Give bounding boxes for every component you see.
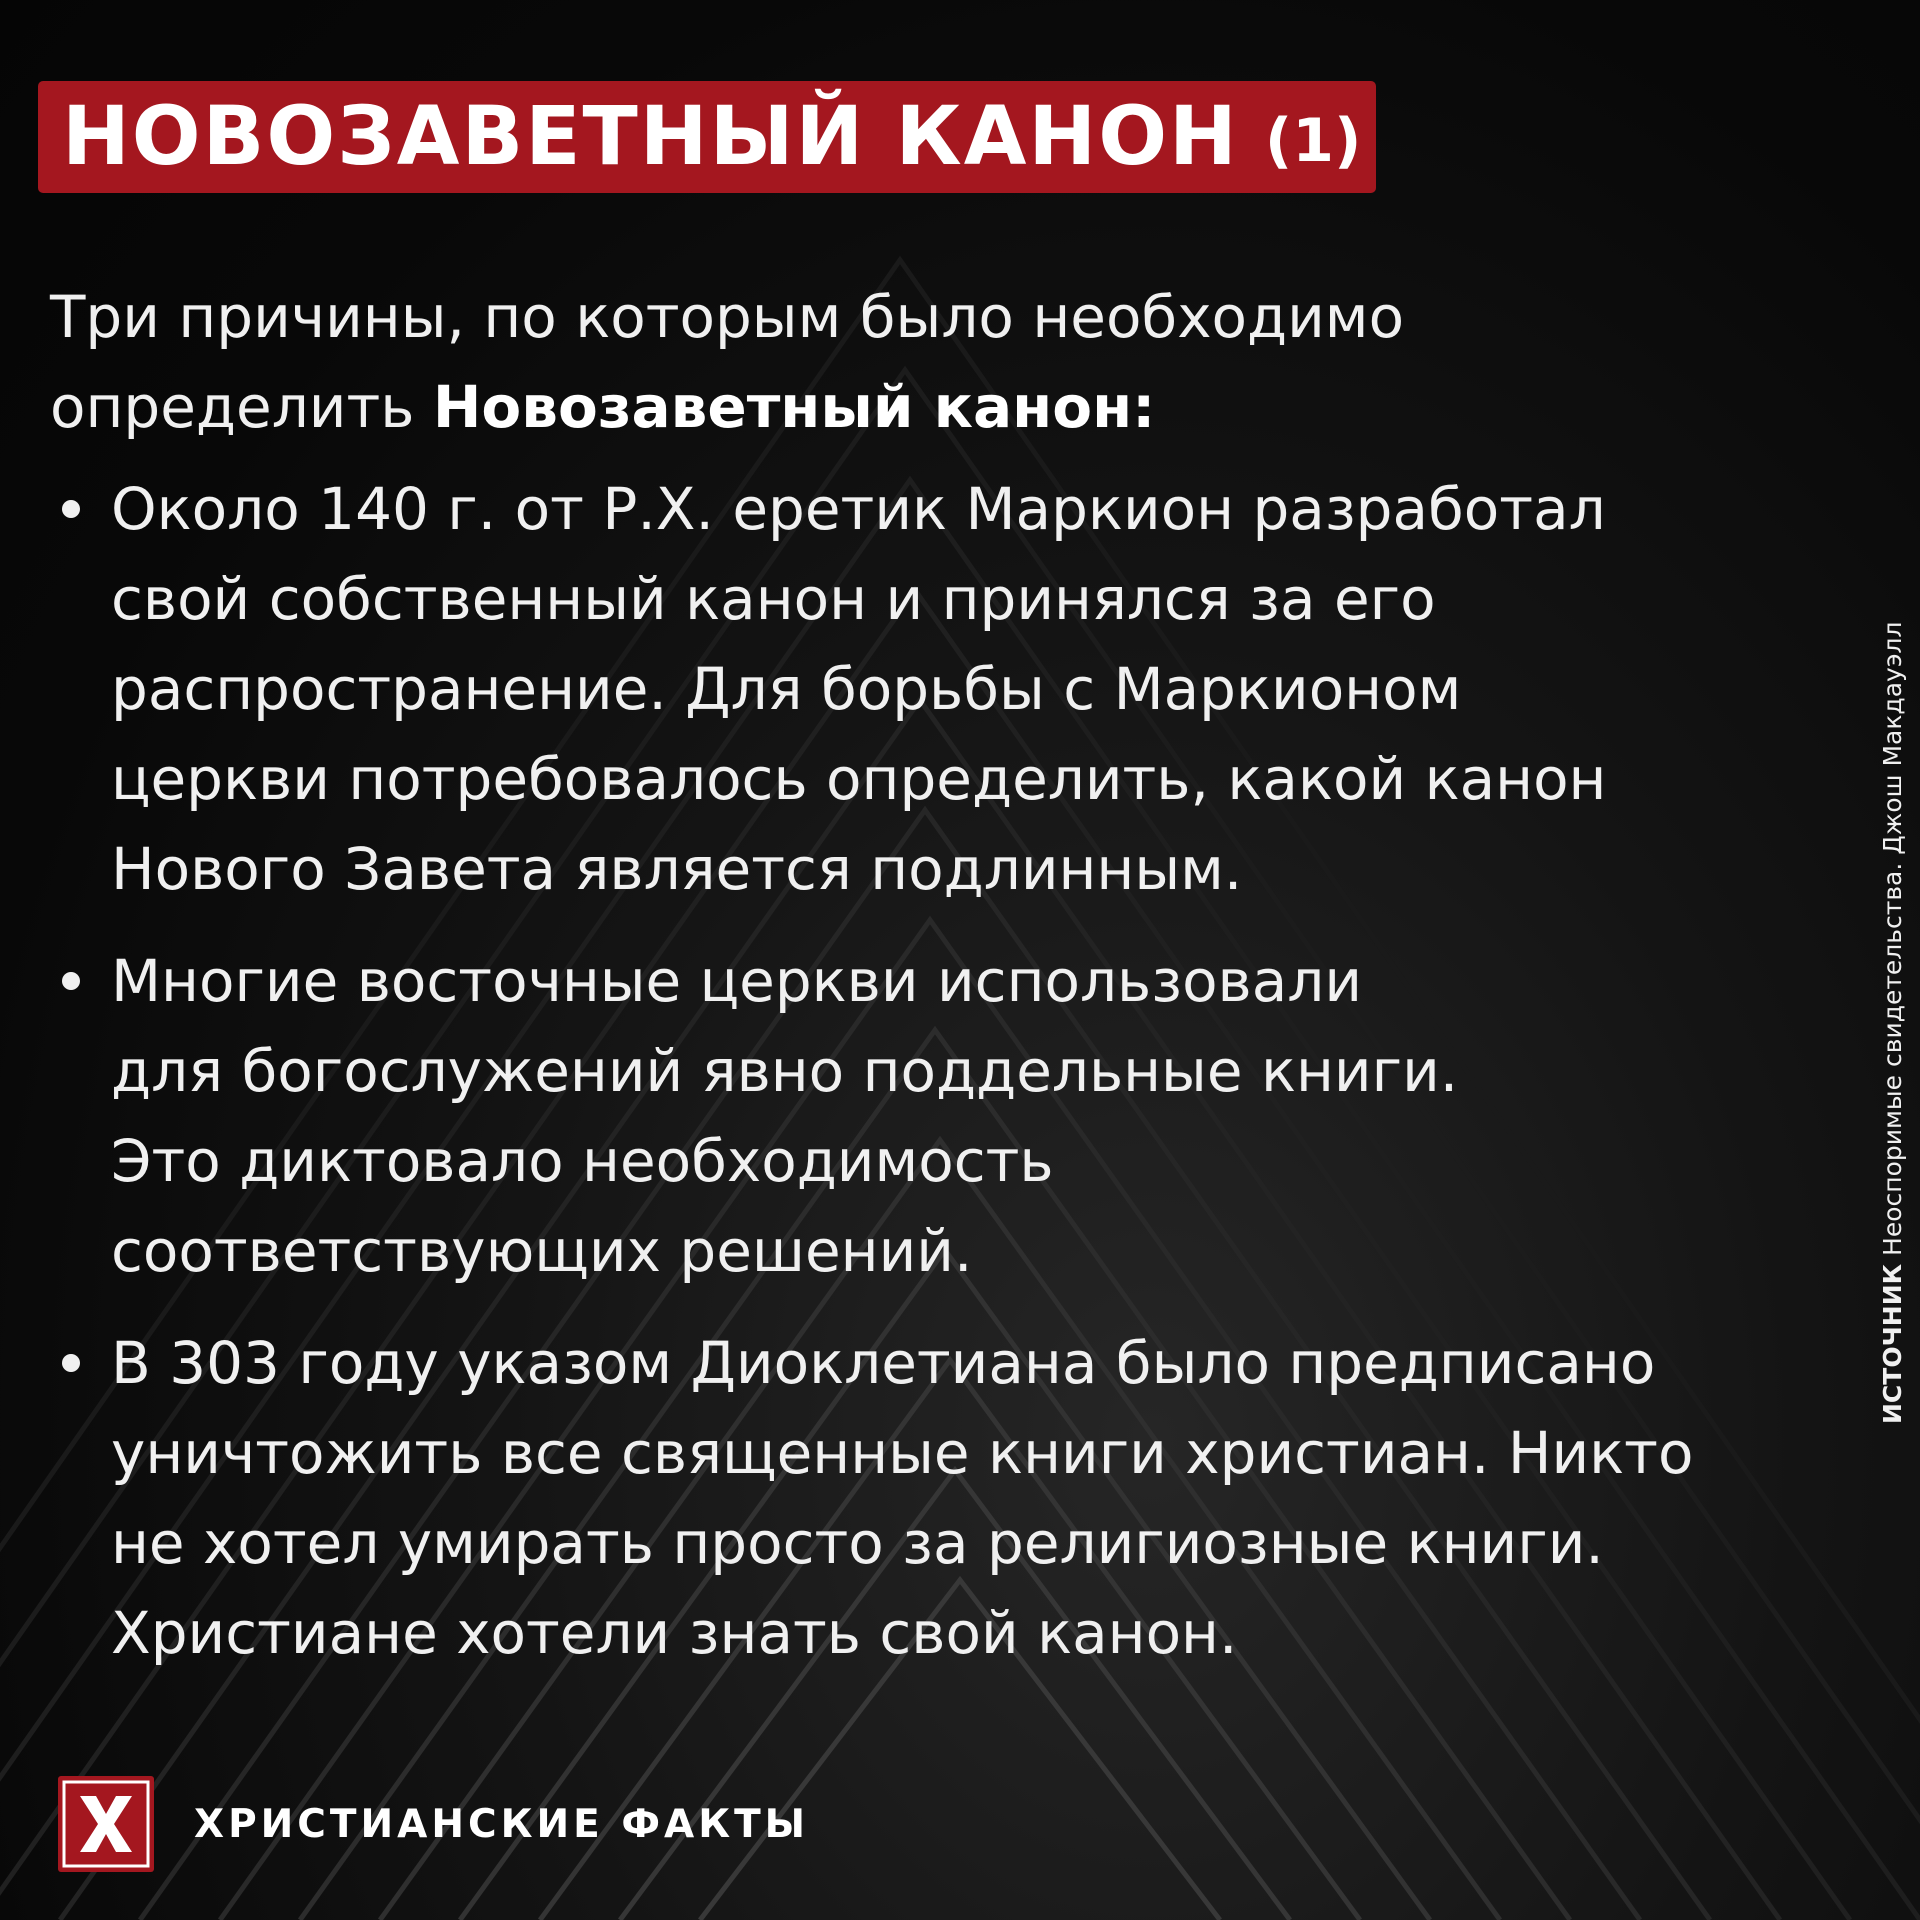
reason-2-line: для богослужений явно поддельные книги. <box>111 1037 1459 1105</box>
source-credit <box>1878 621 1908 1424</box>
reason-3-line: В 303 году указом Диоклетиана было предписано <box>111 1329 1656 1397</box>
reason-3-line: не хотел умирать просто за религиозные книги. <box>111 1509 1604 1577</box>
reason-1-line: свой собственный канон и принялся за его <box>111 565 1436 633</box>
reason-item-1 <box>50 464 1790 914</box>
intro-line-1: Три причины, по которым было необходимо <box>50 283 1405 351</box>
reason-2-line: Это диктовало необходимость <box>111 1127 1054 1195</box>
intro-line-2-prefix: определить <box>50 373 433 441</box>
reason-item-3 <box>50 1318 1790 1678</box>
reason-2-line: Многие восточные церкви использовали <box>111 947 1363 1015</box>
source-text: Неоспоримые свидетельства. Джош Макдауэлл <box>1878 621 1907 1256</box>
reason-3-line: уничтожить все священные книги христиан. Никто <box>111 1419 1694 1487</box>
intro-line-2 <box>50 362 1790 452</box>
intro-highlight: Новозаветный канон: <box>432 373 1156 441</box>
part-number: (1) <box>1264 106 1362 176</box>
reason-1-line: церкви потребовалось определить, какой канон <box>111 745 1607 813</box>
reason-2-line: соответствующих решений. <box>111 1217 973 1285</box>
intro-text <box>50 272 1790 452</box>
main-content <box>50 272 1790 1700</box>
reason-3-line: Христиане хотели знать свой канон. <box>111 1599 1238 1667</box>
source-label: ИСТОЧНИК <box>1878 1263 1907 1424</box>
x-letter-logo-icon <box>58 1776 154 1872</box>
title-banner <box>38 81 1376 193</box>
brand-footer <box>58 1776 809 1872</box>
bullet-dot-icon <box>62 500 80 518</box>
page-title: НОВОЗАВЕТНЫЙ КАНОН <box>62 90 1239 184</box>
reasons-list <box>50 464 1790 1678</box>
bullet-dot-icon <box>62 1354 80 1372</box>
brand-name: ХРИСТИАНСКИЕ ФАКТЫ <box>194 1801 810 1847</box>
reason-1-line: Нового Завета является подлинным. <box>111 835 1243 903</box>
reason-1-line: Около 140 г. от Р.Х. еретик Маркион разработал <box>111 475 1606 543</box>
reason-1-line: распространение. Для борьбы с Маркионом <box>111 655 1462 723</box>
bullet-dot-icon <box>62 972 80 990</box>
reason-item-2 <box>50 936 1790 1296</box>
